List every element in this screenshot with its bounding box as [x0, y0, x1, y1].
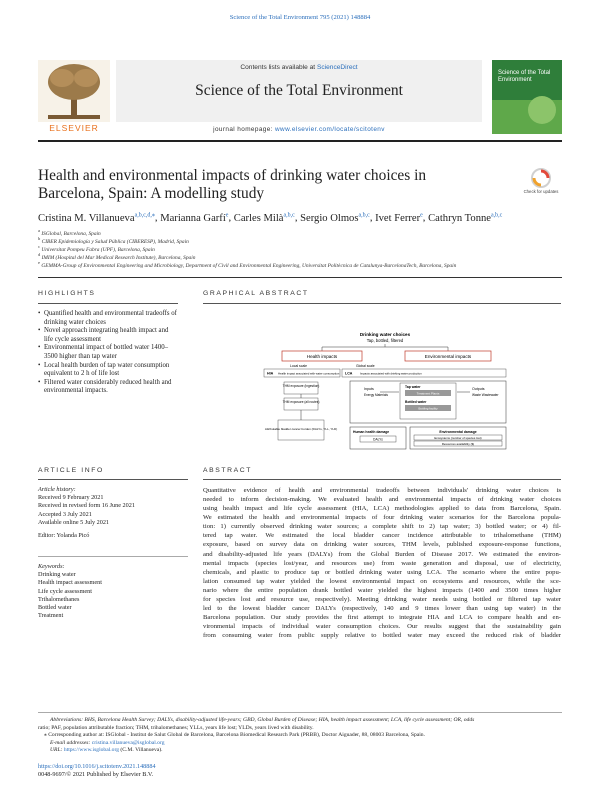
abstract-line: and disability-adjusted life years (DALYs) from the Global Burden of Disease 2017. We estimated the environ-	[203, 550, 561, 558]
check-for-updates-button[interactable]	[521, 167, 561, 207]
abstract-line: We estimated the health and environmental impacts of four drinking water scenarios for the Barcelona popula-	[203, 514, 561, 522]
abstract-line: mental impacts (species lost/year, and resources use) from waste generation and disposal, use of electricity,	[203, 559, 561, 567]
abstract-line: needed to inform decision-making. We evaluated health and environmental impacts of drinking water choices	[203, 496, 561, 504]
publisher-name: ELSEVIER	[49, 123, 99, 133]
ga-env-damage: Environmental damage	[439, 430, 477, 434]
abstract-line: lation consumed tap water yielded the lowest environmental impact on ecosystems and resources, while the sce-	[203, 577, 561, 585]
keyword: Life cycle assessment	[38, 587, 92, 595]
journal-reference-link[interactable]: Science of the Total Environment 795 (2021) 148884	[229, 14, 371, 21]
abstract-heading: ABSTRACT	[203, 467, 253, 474]
abstract-line: exposure, based on survey data on drinking water sources, THM levels, published exposure-response functions,	[203, 541, 561, 549]
keywords: Keywords: Drinking water Health impact assessment Life cycle assessment Trihalomethanes Bottled water Treatment	[38, 563, 188, 620]
keyword: Drinking water	[38, 571, 76, 579]
author-name[interactable]: Cathryn Tonne$^{a,b,c}$	[428, 212, 503, 224]
ga-hia-label: HIA	[267, 371, 274, 376]
keyword: Treatment	[38, 612, 64, 620]
graphical-abstract-rule	[203, 303, 561, 304]
journal-cover-thumbnail	[492, 60, 562, 134]
check-updates-label: Check for updates	[523, 189, 559, 194]
sciencedirect-link[interactable]: ScienceDirect	[316, 64, 358, 71]
banner-box	[116, 60, 482, 122]
abstract-line: led to the lowest bladder cancer DALYs (respectively, 140 and 9 times lower than using tap water) in the	[203, 605, 561, 613]
highlight-item: • Filtered water considerably reduced health and environmental impacts.	[38, 378, 172, 395]
highlight-item: • Novel approach integrating health impact and life cycle assessment	[38, 327, 169, 343]
author-name[interactable]: Marianna Garfí$^e$	[160, 212, 229, 224]
graphical-abstract-heading: GRAPHICAL ABSTRACT	[203, 290, 309, 297]
footnote-rule	[38, 712, 562, 713]
article-history: Article history: Received 9 February 2021 Received in revised form 16 June 2021 Accepted 3 July 2021 Available online 5 July 2021	[38, 486, 135, 526]
highlights-heading: HIGHLIGHTS	[38, 290, 96, 297]
homepage-link[interactable]: www.elsevier.com/locate/scitotenv	[275, 126, 385, 133]
abstract-line: from consuming water from public supply relative to bottled water may exceed the reduced risk of bladder	[203, 632, 561, 640]
affiliation-d: $^d$ IMIM (Hospital del Mar Medical Research Institute), Barcelona, Spain	[38, 252, 196, 261]
footnotes: Abbreviations: BHS, Barcelona Health Survey; DALYs, disability-adjusted life-years; GBD, Global Burden of Disease; HIA, health impact assessment; LCA, life cycle assessment; OR, odds ratio; PAF, population attributable fraction; THM, trihalomethanes; YLLs, years life lost; YLDs, years lived with disability. ⁎ Corresponding author at: ISGlobal - Institut de Salut Global de Barcelona, Barcelona Biomedical Research Park (PRBB), Doctor Aiguader, 88, 08003 Barcelona, Spain. E-mail addresses: cristina.villanueva@isglobal.org URL: https://www.isglobal.org (C.M. Villanueva).	[38, 717, 475, 754]
abstract-line: tered tap water. We estimated the local bladder cancer incidence attributable to trihalomethane (THM)	[203, 532, 561, 540]
ga-eco: Ecosystems (number of species lost)	[434, 435, 482, 440]
article-info-rule	[38, 479, 188, 480]
ga-bottling: Bottling facility	[418, 406, 438, 411]
journal-title: Science of the Total Environment	[195, 82, 403, 99]
abstract-line: Barcelona population. Our study provides the first attempt to integrate HIA and LCA to compare health and en-	[203, 614, 561, 622]
affiliation-a: $^a$ ISGlobal, Barcelona, Spain	[38, 228, 101, 237]
ga-burden: Attributable bladder cancer burden (DALYs, YLL, YLD)	[264, 427, 338, 431]
abstract-line: vironmental impacts of individual water consumption choices. Our results suggest that the sustainability gain	[203, 623, 561, 631]
ga-human-damage: Human health damage	[353, 430, 390, 434]
keyword: Trihalomethanes	[38, 595, 80, 603]
doi-link[interactable]: https://doi.org/10.1016/j.scitotenv.2021.148884	[38, 763, 156, 770]
url-link[interactable]: https://www.isglobal.org	[63, 747, 120, 754]
ga-inputs-list: Energy Materials	[364, 393, 388, 397]
highlights-list	[38, 310, 178, 396]
affiliation-e: $^e$ GEMMA-Group of Environmental Engineering and Microbiology, Department of Civil and Environmental Engineering, Universitat Politècnica de Catalunya-BarcelonaTech, Barcelona, Spain	[38, 260, 457, 269]
journal-homepage: journal homepage: www.elsevier.com/locate/scitotenv	[213, 126, 385, 133]
affiliation-rule	[38, 277, 562, 278]
doi-block	[38, 763, 156, 779]
ga-thm1: THM exposure (ingestion)	[282, 384, 320, 388]
abstract-line: nario where the entire population drank bottled water yielded the highest impacts (1400 and 3500 times higher	[203, 586, 561, 594]
elsevier-logo	[38, 60, 110, 132]
ga-inputs: Inputs	[364, 387, 374, 391]
author-name[interactable]: Ivet Ferrer$^e$	[375, 212, 423, 224]
editor: Editor: Yolanda Picó	[38, 532, 90, 539]
ga-health-label: Health impacts	[306, 354, 338, 359]
ga-resources: Resources availability ($)	[441, 441, 475, 446]
author-name[interactable]: Sergio Olmos$^{a,b,c}$	[300, 212, 370, 224]
author-list: Cristina M. Villanueva$^{a,b,c,d,⁎}$, Marianna Garfí$^e$, Carles Milà$^{a,b,c}$, Sergio Olmos$^{a,b,c}$, Ivet Ferrer$^e$, Cathryn Tonne$^{a,b,c}$	[38, 212, 503, 224]
keyword: Health impact assessment	[38, 579, 102, 587]
abstract-line: using health impact and life cycle assessment (HIA, LCA) methodologies applied to data from Barcelona, Spain.	[203, 505, 561, 513]
article-info-heading: ARTICLE INFO	[38, 467, 104, 474]
ga-tap-water: Tap water	[405, 385, 421, 389]
ga-outputs-list: Waste Wastewater	[472, 393, 499, 397]
article-title: Health and environmental impacts of drinking water choices in Barcelona, Spain: A modelling study	[38, 167, 427, 202]
abstract-line: Quantitative evidence of health and environmental tradeoffs between individuals' drinking water choices is	[203, 487, 561, 494]
ga-top-title: Drinking water choices	[359, 332, 411, 337]
author-name[interactable]: Cristina M. Villanueva$^{a,b,c,d,⁎}$	[38, 212, 155, 224]
ga-hia-desc: Health impact associated with water consumption	[278, 371, 340, 376]
ga-global-label: Global scale	[356, 364, 375, 368]
abstract-rule	[203, 479, 561, 480]
header-rule	[38, 140, 562, 142]
keyword: Bottled water	[38, 604, 72, 612]
highlight-item: • Environmental impact of bottled water 1400–3500 higher than tap water	[38, 344, 169, 360]
author-name[interactable]: Carles Milà$^{a,b,c}$	[233, 212, 295, 224]
ga-local-label: Local scale	[290, 364, 307, 368]
journal-banner	[38, 60, 562, 134]
ga-dalys: DALYs	[373, 437, 383, 442]
highlight-item: • Quantified health and environmental tradeoffs of drinking water choices	[38, 310, 177, 326]
issn-line: 0048-9697/© 2021 Published by Elsevier B.V.	[38, 771, 154, 778]
ga-outputs: Outputs	[472, 387, 485, 391]
ga-treatment: Treatment Plants	[416, 391, 440, 396]
ga-top-sub: Tap, bottled, filtered	[366, 338, 404, 343]
highlight-item: • Local health burden of tap water consumption equivalent to 2 h of life lost	[38, 361, 170, 378]
abstract-line: chemicals, and plastic to produce tap or bottled drinking water using LCA. The scenario where the entire popu-	[203, 568, 561, 576]
abstract-body	[203, 486, 561, 640]
email-link[interactable]: cristina.villanueva@isglobal.org	[91, 739, 165, 746]
ga-bottled: Bottled water	[405, 400, 427, 404]
ga-thm2: THM exposure (all routes)	[282, 400, 320, 404]
contents-line: Contents lists available at ScienceDirect	[240, 64, 358, 71]
abstract-line: for species lost and resource use, respectively). Meeting drinking water needs using bottled or filtered tap water	[203, 595, 561, 603]
ga-lca-desc: Impacts associated with drinking water production	[360, 371, 422, 376]
affiliation-b: $^b$ CIBER Epidemiología y Salud Pública (CIBERESP), Madrid, Spain	[38, 236, 189, 245]
ga-env-label: Environmental impacts	[424, 354, 472, 359]
affiliation-c: $^c$ Universitat Pompeu Fabra (UPF), Barcelona, Spain	[38, 244, 155, 253]
graphical-abstract-diagram	[260, 330, 510, 456]
ga-lca-label: LCA	[345, 371, 353, 376]
cover-title: Science of the Total Environment	[498, 70, 551, 83]
highlights-rule	[38, 303, 178, 304]
keywords-rule	[38, 556, 188, 557]
abstract-line: tion: 1) currently observed drinking water sources; a complete shift to 2) tap water; 3) bottled water; or 4) fil-	[203, 523, 561, 531]
